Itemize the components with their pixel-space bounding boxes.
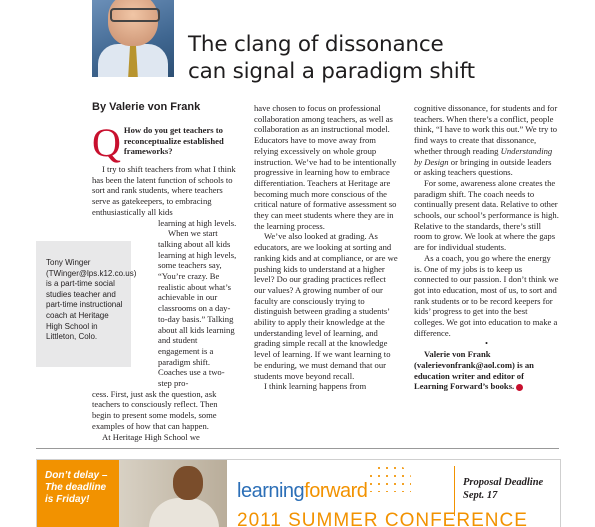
drop-letter-q: Q — [92, 120, 121, 165]
headline-line-1: The clang of dissonance — [188, 32, 444, 57]
sunburst-icon — [367, 464, 411, 492]
col1-paragraph-1: I try to shift teachers from what I think has been the latent function of schools to sort and rank students, where teachers serve as gatekeepers, to embracing enthusiastically all kids — [92, 164, 236, 217]
ad-tagline-box — [37, 460, 119, 527]
col3-paragraph-1: cognitive dissonance, for students and for teachers. When there’s a conflict, people think, “I have to work this out.” We try to find ways to create that dissonance, whether through reading Understanding by Design or bringing in outside leaders or asking teachers questions. — [414, 103, 558, 178]
end-mark-icon — [516, 384, 523, 391]
ad-tagline-3: is Friday! — [45, 494, 90, 505]
article-headline — [188, 31, 475, 85]
col2-paragraph-1: have chosen to focus on professional collaboration among teachers, as well as collaboration as an instructional model. Educators have to move away from relying excessively on whole group instruction. We’ve had to be intentionally progressive in learning how to embrace differentiation. Teachers at Heritage are becoming much more conscious of the critical nature of formative assessment so they can meet students where they are in the learning process. — [254, 103, 397, 231]
sidebar-text: Tony Winger (TWinger@lps.k12.co.us) is a part-time social studies teacher and part-time instructional coach at Heritage High School in Littleton, Colo. — [46, 258, 137, 342]
col2-paragraph-2: We’ve also looked at grading. As educators, are we looking at sorting and ranking kids and at compliance, or are we pushing kids to understand at a higher level? Do our grading practices reflect our values? A growing number of our faculty are consciously trying to distinguish between grading a students’ ability to apply their knowledge at the understanding level of learning, and grading simple recall at the knowledge level of learning. If we want learning to be enduring, we must demand that our students move beyond recall. — [254, 231, 398, 381]
ad-photo — [119, 460, 227, 527]
col2-paragraph-3: I think learning happens from — [264, 381, 367, 392]
column-3 — [414, 103, 559, 392]
divider-rule — [36, 448, 559, 449]
byline: By Valerie von Frank — [92, 101, 201, 113]
author-bio-sidebar — [36, 241, 137, 367]
col1-paragraph-2: When we start talking about all kids learning at high levels, some teachers say, “You’re crazy. Be realistic about what’s achievable in our classrooms on a day-to-day basis.” Talking about all kids learning and student engagement is a paradigm shift. Coaches use a two-step pro- — [158, 228, 237, 389]
col3-paragraph-2: For some, awareness alone creates the paradigm shift. The coach needs to continually present data. Relative to other schools, our school’s performance is high. Relative to the standards, there’s still room to grow. We look at where the gaps are for individual students. — [414, 177, 559, 253]
book-title: Understanding by Design — [414, 145, 553, 167]
col1-paragraph-2-cont: cess. First, just ask the question, ask teachers to consciously reflect. Then begin to present some models, some examples of how that can happen. — [92, 388, 218, 431]
interview-question: How do you get teachers to reconceptualize established frameworks? — [123, 125, 224, 157]
writer-bio: Valerie von Frank (valerievonfrank@aol.com) is an education writer and editor of Learning Forward’s books. — [414, 349, 534, 392]
headline-line-2: can signal a paradigm shift — [188, 59, 475, 84]
column-2 — [254, 103, 399, 392]
learning-forward-logo: learningforward — [237, 480, 368, 502]
ad-tagline-1: Don’t delay – — [45, 470, 108, 481]
col1-paragraph-1-cont: learning at high levels. — [158, 217, 237, 228]
conference-ad[interactable] — [36, 459, 561, 527]
col1-paragraph-3: At Heritage High School we — [102, 431, 200, 442]
section-divider: • — [484, 338, 488, 349]
proposal-deadline: Proposal Deadline Sept. 17 — [454, 466, 561, 516]
conference-title: 2011 SUMMER CONFERENCE — [237, 510, 528, 527]
author-photo — [92, 0, 174, 77]
col3-paragraph-3: As a coach, you go where the energy is. One of my jobs is to keep us connected to our passion. I don’t think we got into education, most of us, to sort and rank students or to be record keepers for kids’ progress to get into the best colleges. We got into education to make a difference. — [414, 252, 559, 338]
ad-tagline-2: The deadline — [45, 482, 107, 493]
